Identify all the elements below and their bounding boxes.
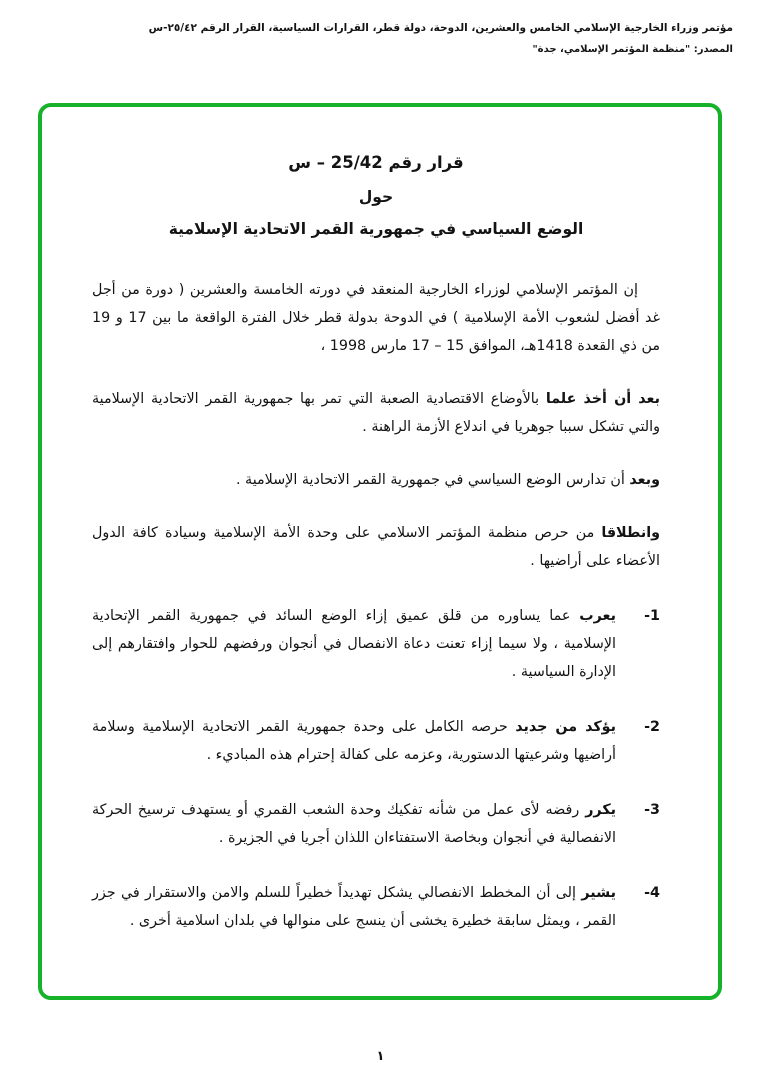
paragraph-lead: وانطلاقا	[601, 525, 660, 541]
resolution-item	[92, 713, 660, 769]
resolution-item	[92, 602, 660, 686]
item-number: -1	[644, 608, 660, 624]
document-frame	[38, 103, 722, 1000]
resolution-subject-title: الوضع السياسي في جمهورية القمر الاتحادية الإسلامية	[168, 220, 584, 238]
item-text	[92, 796, 616, 852]
resolution-items	[92, 602, 660, 935]
resolution-number-title: قرار رقم 25/42 – س	[288, 153, 464, 172]
intro-paragraph: إن المؤتمر الإسلامي لوزراء الخارجية المنعقد في دورته الخامسة والعشرين ( دورة من أجل غد أفضل لشعوب الأمة الإسلامية ) في الدوحة بدولة قطر خلال الفترة الواقعة ما بين 17 و 19 من ذي القعدة 1418هـ، الموافق 15 – 17 مارس 1998 ،	[92, 282, 661, 354]
header-source-line: المصدر: "منظمة المؤتمر الإسلامي، جدة"	[532, 43, 733, 55]
document-header	[0, 0, 761, 58]
title-block	[92, 153, 660, 238]
preamble-paragraph	[92, 385, 660, 441]
resolution-item	[92, 796, 660, 852]
paragraph-lead: وبعد	[629, 472, 660, 488]
header-citation-line: مؤتمر وزراء الخارجية الإسلامي الخامس والعشرين، الدوحة، دولة قطر، القرارات السياسية، القرار الرقم ٢٥/٤٢-س	[148, 22, 733, 34]
item-text	[92, 879, 616, 935]
item-number: -3	[644, 802, 660, 818]
item-number: -2	[644, 719, 660, 735]
paragraph-lead: بعد أن أخذ علما	[545, 391, 660, 407]
item-body: عما يساوره من قلق عميق إزاء الوضع السائد في جمهورية القمر الإتحادية الإسلامية ، ولا سيما إزاء تعنت دعاة الانفصال في أنجوان ورفضهم للحوار وافتقارهم إلى الإدارة السياسية .	[92, 608, 616, 680]
paragraph-text: من حرص منظمة المؤتمر الاسلامي على وحدة الأمة الإسلامية وسيادة كافة الدول الأعضاء على أراضيها .	[92, 525, 660, 569]
preamble-paragraph	[92, 519, 660, 575]
item-text	[92, 713, 616, 769]
preamble-paragraph	[92, 466, 660, 494]
item-lead: يؤكد من جديد	[515, 719, 617, 735]
item-body: حرصه الكامل على وحدة جمهورية القمر الاتحادية الإسلامية وسلامة أراضيها وشرعيتها الدستورية، وعزمه على كفالة إحترام هذه المباديء .	[92, 719, 616, 763]
about-word: حول	[358, 188, 394, 206]
resolution-item	[92, 879, 660, 935]
item-lead: يعرب	[579, 608, 616, 624]
item-number: -4	[644, 885, 660, 901]
item-body: إلى أن المخطط الانفصالي يشكل تهديداً خطيراً للسلم والامن والاستقرار في جزر القمر ، ويمثل سابقة خطيرة يخشى أن ينسج على منوالها في بلدان اسلامية أخرى .	[92, 885, 616, 929]
paragraph-text: أن تدارس الوضع السياسي في جمهورية القمر الاتحادية الإسلامية .	[235, 472, 625, 488]
item-text	[92, 602, 616, 686]
item-lead: يشير	[581, 885, 617, 901]
item-body: رفضه لأى عمل من شأنه تفكيك وحدة الشعب القمري أو يستهدف ترسيخ الحركة الانفصالية في أنجوان وبخاصة الاستفتاءان اللذان أجريا في الجزيرة .	[92, 802, 616, 846]
page-number: ١	[376, 1049, 385, 1064]
paragraph-text: بالأوضاع الاقتصادية الصعبة التي تمر بها جمهورية القمر الاتحادية الإسلامية والتي تشكل سببا جوهريا في اندلاع الأزمة الراهنة .	[92, 391, 660, 435]
item-lead: يكرر	[585, 802, 617, 818]
